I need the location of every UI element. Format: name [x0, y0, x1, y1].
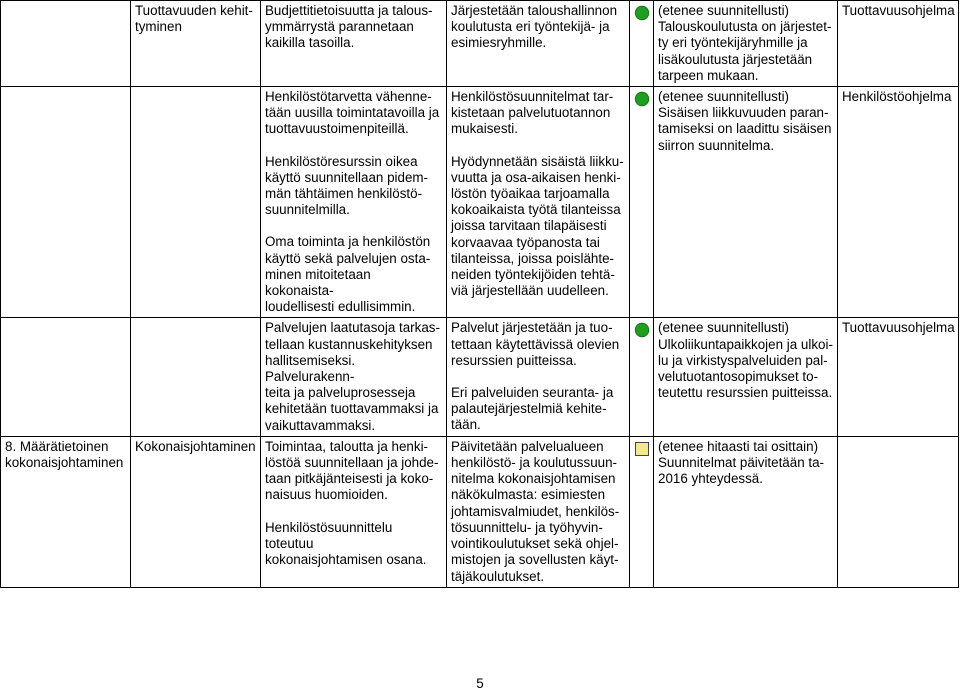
action-cell: [447, 1, 630, 87]
program-cell: [838, 87, 959, 318]
program-cell: [838, 436, 959, 587]
objective-cell: [261, 1, 447, 87]
area-cell: [131, 1, 261, 87]
green-circle-icon: [634, 322, 650, 338]
program-cell-text: Tuottavuusohjelma: [842, 3, 955, 18]
goal-cell: [1, 318, 131, 436]
status-note-cell-paragraph: (etenee suunnitellusti) Sisäisen liikkuvuuden paran- tamiseksi on laadittu sisäisen siirron suunnitelma.: [658, 89, 832, 153]
status-note-cell: [654, 1, 838, 87]
program-cell-text: Tuottavuusohjelma: [842, 320, 955, 336]
green-circle-icon: [634, 91, 650, 107]
area-cell: [131, 87, 261, 318]
action-cell-paragraph: Henkilöstösuunnitelmat tar- kistetaan palvelutuotannon mukaisesti.: [451, 89, 614, 137]
objective-cell-paragraph: Toimintaa, taloutta ja henki- löstöä suunnitellaan ja johde- taan pitkäjänteisesti ja koko- naisuus huomioiden.: [265, 438, 439, 503]
objective-cell: [261, 318, 447, 436]
objective-cell-paragraph: Henkilöstösuunnittelu toteutuu kokonaisjohtamisen osana.: [265, 519, 427, 568]
action-cell: [447, 436, 630, 587]
status-note-cell: [654, 87, 838, 318]
objective-cell-paragraph: Budjettitietoisuutta ja talous- ymmärrystä parannetaan kaikilla tasoilla.: [265, 3, 433, 51]
goal-cell: [1, 436, 131, 587]
program-cell: [838, 1, 959, 87]
table-row: [1, 1, 959, 87]
table-row: [1, 318, 959, 436]
objective-cell-paragraph: Oma toiminta ja henkilöstön käyttö sekä palvelujen osta- minen mitoitetaan kokonaista- loudellisesti edullisimmin.: [265, 234, 431, 315]
action-cell: [447, 318, 630, 436]
status-note-cell-paragraph: (etenee suunnitellusti) Talouskoulutusta on järjestet- ty eri työntekijäryhmille ja lisäkoulutusta järjestetään tarpeen mukaan.: [658, 3, 832, 83]
status-cell: [630, 318, 654, 436]
area-cell: [131, 318, 261, 436]
area-cell: [131, 436, 261, 587]
goal-cell: [1, 87, 131, 318]
action-cell-paragraph: Hyödynnetään sisäistä liikku- vuutta ja osa-aikaisen henki- löstön työaikaa tarjoamalla kokoaikaista työtä tilanteissa joissa tarvitaan tilapäisesti korvaavaa työpanosta tai tilanteissa, joissa poislähte- neiden työntekijöiden tehtä- viä järjestellään uudelleen.: [451, 153, 624, 299]
area-cell-text: Kokonaisjohtaminen: [135, 438, 256, 454]
area-cell-text: Tuottavuuden kehit- tyminen: [135, 3, 253, 35]
status-cell: [630, 436, 654, 587]
action-cell: [447, 87, 630, 318]
status-note-cell-paragraph: (etenee suunnitellusti) Ulkoliikuntapaikkojen ja ulkoi- lu ja virkistyspalveluiden pal- velutuotantosopimukset to- teutettu resurssien puitteissa.: [658, 320, 833, 401]
objective-cell-paragraph: Palvelujen laatutasoja tarkas- tellaan kustannuskehityksen hallitsemiseksi. Palvelurakenn- teita ja palveluprosesseja kehitetään tuottavammaksi ja vaikuttavammaksi.: [265, 320, 440, 433]
objective-cell: [261, 87, 447, 318]
objective-cell: [261, 436, 447, 587]
action-cell-paragraph: Palvelut järjestetään ja tuo- tettaan käytettävissä olevien resurssien puitteissa.: [451, 320, 620, 368]
table-row: [1, 436, 959, 587]
program-cell: [838, 318, 959, 436]
action-cell-paragraph: Eri palveluiden seuranta- ja palautejärjestelmiä kehite- tään.: [451, 385, 614, 433]
action-cell-paragraph: Päivitetään palvelualueen henkilöstö- ja koulutussuun- nitelma kokonaisjohtamisen näkökulmasta: esimiesten johtamisvalmiudet, henkilös- tösuunnittelu- ja työhyvin- vointikoulutukset sekä ohjel- mistojen ja sovellusten käyt- täjäkoulutukset.: [451, 438, 620, 584]
objective-cell-paragraph: Henkilöstötarvetta vähenne- tään uusilla toimintatavoilla ja tuottavuustoimenpiteillä.: [265, 89, 440, 137]
status-cell: [630, 1, 654, 87]
green-circle-icon: [634, 5, 650, 21]
program-cell-text: Henkilöstöohjelma: [842, 89, 952, 105]
status-note-cell: [654, 436, 838, 587]
status-note-cell-paragraph: (etenee hitaasti tai osittain) Suunnitelmat päivitetään ta- 2016 yhteydessä.: [658, 438, 824, 487]
action-cell-paragraph: Järjestetään taloushallinnon koulutusta eri työntekijä- ja esimiesryhmille.: [451, 3, 618, 51]
goal-cell-text: 8. Määrätietoinen kokonaisjohtaminen: [5, 438, 124, 471]
yellow-square-icon: [634, 441, 650, 457]
status-cell: [630, 87, 654, 318]
page-number: 5: [476, 676, 484, 691]
status-note-cell: [654, 318, 838, 436]
goal-cell: [1, 1, 131, 87]
table-row: [1, 87, 959, 318]
objective-cell-paragraph: Henkilöstöresurssin oikea käyttö suunnitellaan pidem- män tähtäimen henkilöstö- suunnitelmilla.: [265, 153, 429, 218]
